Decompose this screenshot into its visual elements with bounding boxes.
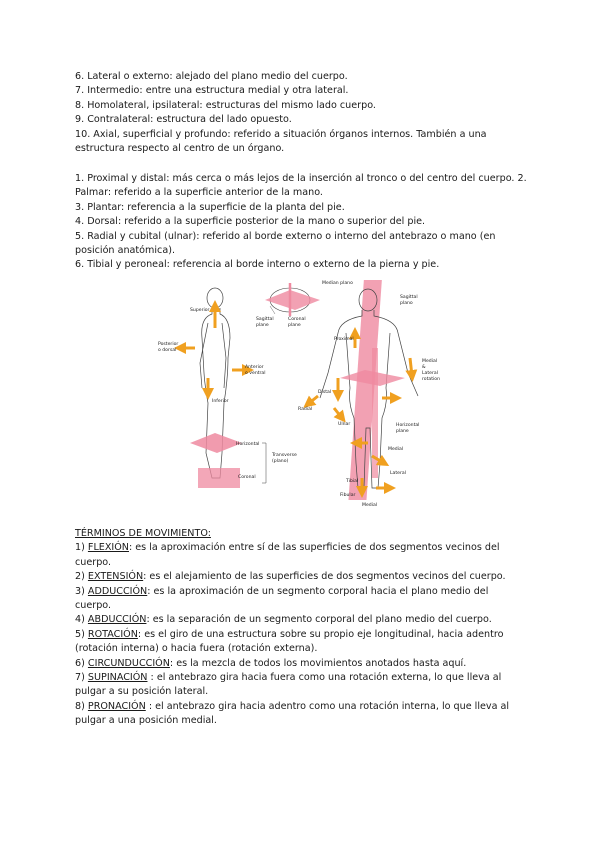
label-medial-rot: Medial bbox=[422, 359, 438, 364]
term: SUPINACIÓN bbox=[87, 672, 148, 684]
movement-item: 8) PRONACIÓN : el antebrazo gira hacia adentro como una rotación interna, lo que lleva al pulgar a una posición medial. bbox=[75, 700, 510, 727]
movement-item: 4) ABDUCCIÓN: es la separación de un segmento corporal del plano medio del cuerpo. bbox=[75, 614, 492, 626]
label-transverse: Transverse bbox=[272, 453, 297, 458]
label-horizontal-plane-2: plane bbox=[396, 429, 409, 434]
label-radial: Radial bbox=[298, 407, 313, 412]
label-sagittal-plane-2: plane bbox=[256, 323, 269, 328]
terms-list-part-a bbox=[75, 70, 530, 156]
label-coronal: Coronal bbox=[238, 475, 256, 480]
text-line: 10. Axial, superficial y profundo: referido a situación órganos internos. También a una bbox=[75, 128, 487, 140]
movement-terms bbox=[75, 527, 530, 729]
label-horizontal-plane: Horizontal bbox=[396, 423, 420, 428]
label-medial: Medial bbox=[388, 447, 404, 452]
side-view-arrows bbox=[180, 306, 248, 394]
text-line: 1. Proximal y distal: más cerca o más lejos de la inserción al tronco o del centro del cuerpo. 2. bbox=[75, 173, 527, 184]
coronal-plane-left bbox=[198, 468, 240, 488]
text-line: 6. Lateral o externo: alejado del plano medio del cuerpo. bbox=[75, 71, 348, 82]
label-transverse-2: (plano) bbox=[272, 459, 289, 464]
label-tibial: Tibial bbox=[346, 479, 359, 484]
movement-item: 1) FLEXIÓN: es la aproximación entre sí de las superficies de dos segmentos vecinos del cuerpo. bbox=[75, 542, 500, 568]
label-proximal: Proximal bbox=[334, 337, 354, 342]
label-amp: & bbox=[422, 365, 426, 370]
movement-item: 2) EXTENSIÓN: es el alejamiento de las superficies de dos segmentos vecinos del cuerpo. bbox=[75, 571, 506, 583]
term: ROTACIÓN bbox=[87, 628, 138, 640]
label-lateral: Lateral bbox=[390, 471, 406, 476]
movement-item: 7) SUPINACIÓN : el antebrazo gira hacia fuera como una rotación externa, lo que lleva al pulgar a su posición lateral. bbox=[75, 672, 502, 698]
label-coronal-plane-2: plane bbox=[288, 323, 301, 328]
movement-item: 3) ADDUCCIÓN: es la aproximación de un segmento corporal hacia el plano medio del cuerpo. bbox=[75, 585, 489, 612]
horizontal-plane-left bbox=[190, 433, 242, 453]
text-line: 9. Contralateral: estructura del lado opuesto. bbox=[75, 114, 292, 126]
label-fibular: Fibular bbox=[340, 493, 356, 498]
term: CIRCUNDUCCIÓN bbox=[87, 657, 170, 669]
label-sagittal: Sagittal bbox=[400, 295, 418, 300]
label-coronal-plane: Coronal bbox=[288, 317, 306, 322]
text-line: 8. Homolateral, ipsilateral: estructuras del mismo lado cuerpo. bbox=[75, 99, 376, 111]
anatomical-planes-figure bbox=[150, 278, 450, 510]
label-distal: Distal bbox=[318, 390, 332, 395]
text-line: Palmar: referido a la superficie anterior de la mano. bbox=[75, 187, 323, 199]
label-sagittal-2: plano bbox=[400, 301, 413, 306]
label-median-plane: Median plano bbox=[322, 281, 353, 286]
text-line: 5. Radial y cubital (ulnar): referido al borde externo o interno del antebrazo o mano (en bbox=[75, 230, 496, 242]
text-line: 3. Plantar: referencia a la superficie de la planta del pie. bbox=[75, 201, 345, 213]
term: ABDUCCIÓN bbox=[87, 614, 147, 626]
movement-item: 5) ROTACIÓN: es el giro de una estructura sobre su propio eje longitudinal, hacia adentro (rotación interna) o hacia fuera (rotación externa). bbox=[75, 628, 504, 655]
term: EXTENSIÓN bbox=[87, 571, 144, 583]
label-inferior: Inferior bbox=[212, 399, 229, 404]
term: ADDUCCIÓN bbox=[87, 585, 148, 597]
label-anterior: Anterior bbox=[245, 365, 264, 370]
label-superior: Superior bbox=[190, 308, 210, 313]
bracket bbox=[262, 443, 266, 483]
head-planes-diagram bbox=[265, 283, 320, 316]
label-rotation: rotation bbox=[422, 377, 441, 382]
text-line: estructura respecto al centro de un órgano. bbox=[75, 143, 285, 155]
label-posterior-2: o dorsal bbox=[158, 348, 177, 353]
label-ulnar: Ulnar bbox=[338, 422, 351, 427]
text-line: posición anatómica). bbox=[75, 245, 175, 257]
label-sagittal-plane: Sagittal bbox=[256, 317, 274, 322]
section-heading: TÉRMINOS DE MOVIMIENTO: bbox=[75, 528, 211, 539]
label-horizontal: Horizontal bbox=[236, 442, 260, 447]
label-lateral-rot: Lateral bbox=[422, 371, 438, 376]
label-medial-2: Medial bbox=[362, 503, 378, 508]
text-line: 7. Intermedio: entre una estructura medial y otra lateral. bbox=[75, 85, 349, 97]
text-line: 4. Dorsal: referido a la superficie posterior de la mano o superior del pie. bbox=[75, 216, 426, 228]
term: PRONACIÓN bbox=[87, 700, 146, 712]
movement-item: 6) CIRCUNDUCCIÓN: es la mezcla de todos los movimientos anotados hasta aquí. bbox=[75, 657, 467, 669]
term: FLEXIÓN bbox=[87, 542, 129, 554]
terms-list-part-b bbox=[75, 172, 530, 273]
label-anterior-2: o ventral bbox=[245, 371, 266, 376]
text-line: 6. Tibial y peroneal: referencia al borde interno o externo de la pierna y pie. bbox=[75, 259, 440, 271]
label-posterior: Posterior bbox=[158, 342, 179, 347]
